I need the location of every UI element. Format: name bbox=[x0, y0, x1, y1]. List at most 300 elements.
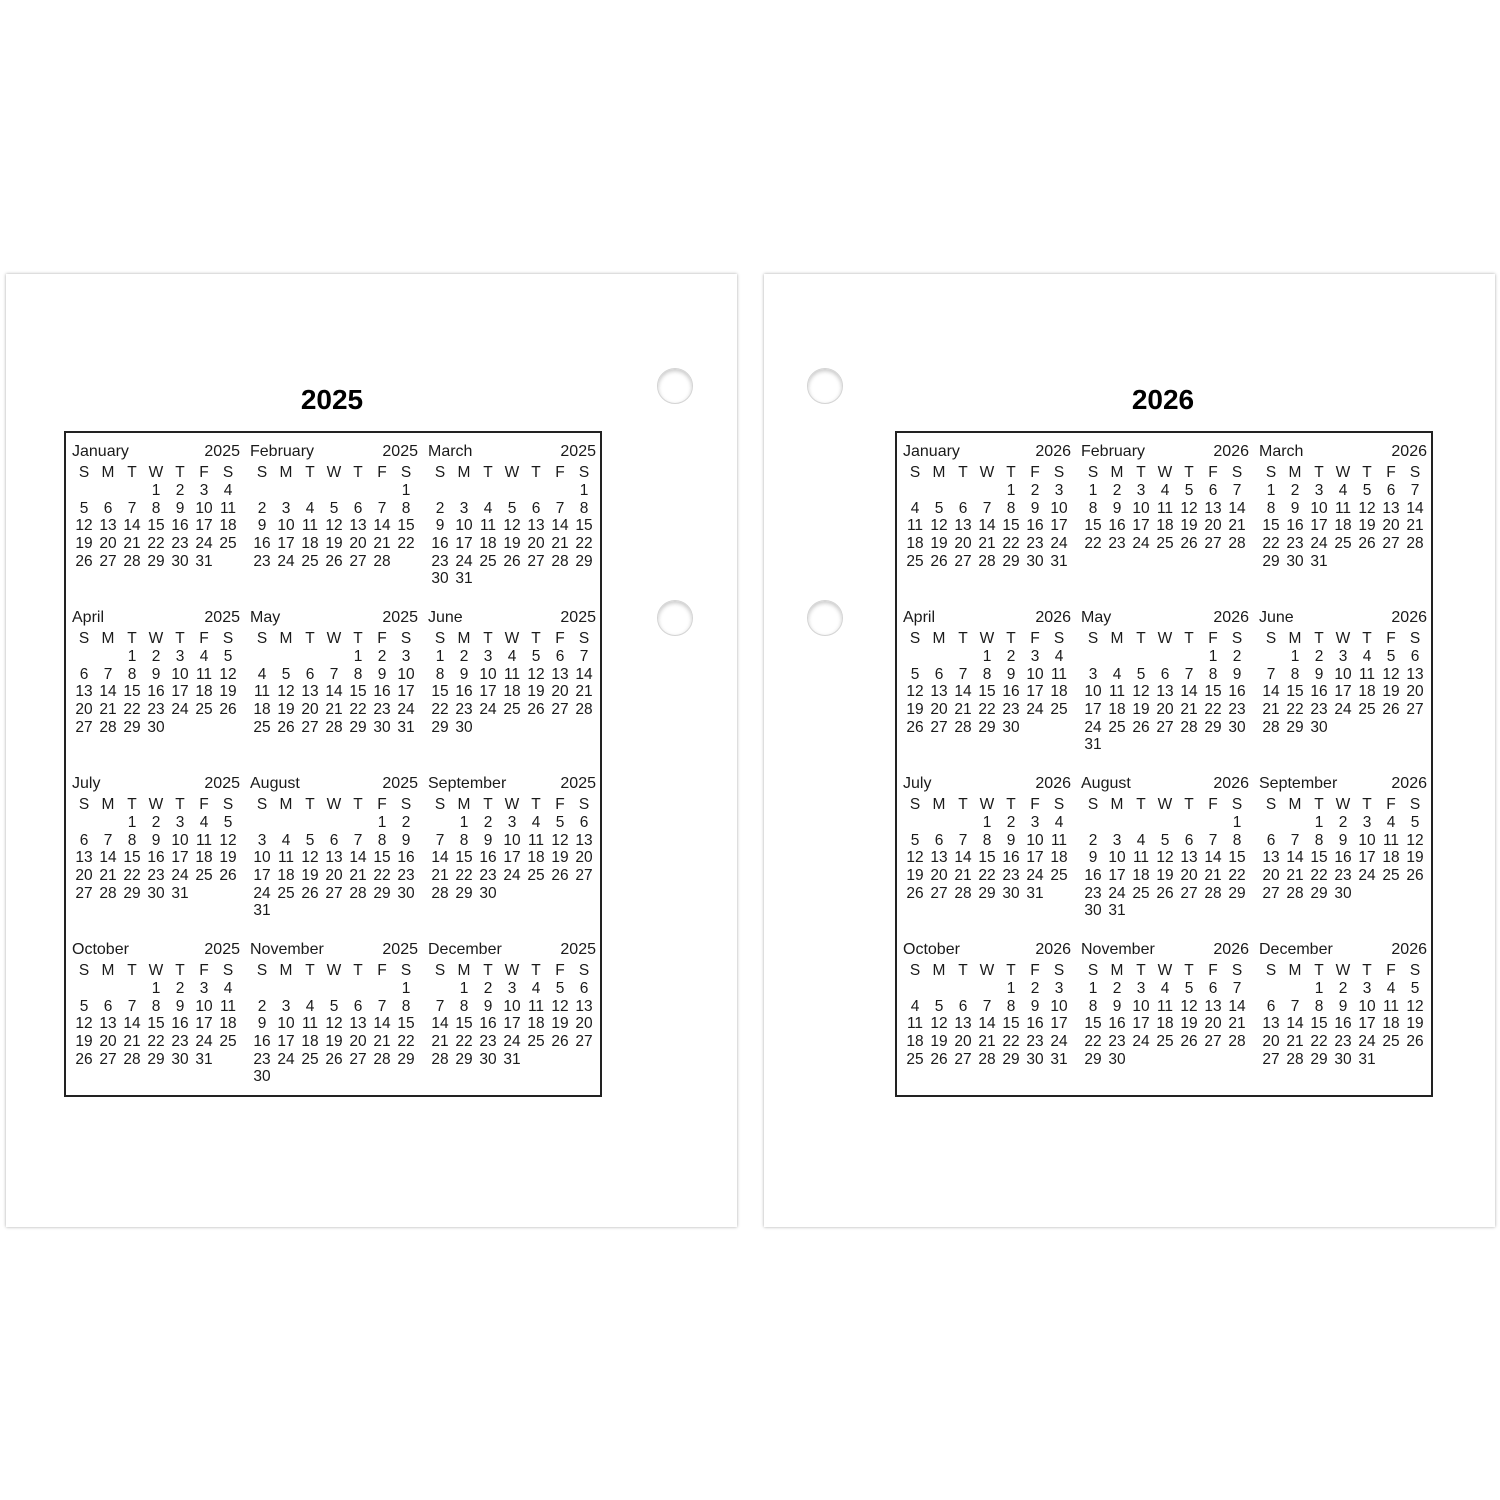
week-row bbox=[1081, 1051, 1249, 1069]
month-header bbox=[903, 443, 1071, 461]
day-cell: 1 bbox=[982, 814, 992, 831]
day-cell bbox=[1201, 814, 1225, 832]
weekday-header-row bbox=[903, 796, 1071, 814]
day-cell: 5 bbox=[329, 499, 339, 517]
day-cell: 10 bbox=[277, 517, 295, 535]
day-cell: 15 bbox=[1002, 517, 1020, 535]
weekday-label: S bbox=[1053, 796, 1065, 813]
week-row bbox=[250, 500, 418, 518]
day-cell: 23 bbox=[171, 535, 189, 553]
day-cell: 18 bbox=[253, 701, 271, 719]
weekday-label: T bbox=[127, 630, 137, 647]
weekday-label: F bbox=[1208, 796, 1218, 813]
day-cell: 2 bbox=[1232, 648, 1242, 665]
weekday-label: T bbox=[1136, 962, 1146, 979]
month-march bbox=[1259, 443, 1427, 609]
month-year: 2026 bbox=[1213, 443, 1249, 460]
day-cell: 8 bbox=[377, 831, 387, 849]
day-cell: 5 bbox=[507, 499, 517, 517]
weekday-label: T bbox=[353, 962, 363, 979]
day-cell: 11 bbox=[253, 683, 271, 701]
day-cell: 19 bbox=[906, 867, 924, 885]
week-row bbox=[903, 814, 1071, 832]
day-cell: 19 bbox=[277, 701, 295, 719]
day-cell: 20 bbox=[301, 701, 319, 719]
day-cell: 14 bbox=[373, 1015, 391, 1033]
day-cell: 1 bbox=[127, 814, 137, 831]
day-cell bbox=[250, 648, 274, 666]
day-cell: 30 bbox=[1002, 718, 1020, 736]
day-cell: 18 bbox=[503, 683, 521, 701]
day-cell: 31 bbox=[171, 884, 189, 902]
day-cell: 17 bbox=[195, 517, 213, 535]
weekday-label: T bbox=[127, 962, 137, 979]
month-name: April bbox=[72, 609, 105, 626]
weekday-label: W bbox=[148, 962, 164, 979]
day-cell: 15 bbox=[397, 1015, 415, 1033]
month-name: November bbox=[250, 941, 324, 958]
weekday-header-row bbox=[250, 464, 418, 482]
day-cell: 21 bbox=[325, 701, 343, 719]
day-cell: 25 bbox=[1156, 535, 1174, 553]
week-row bbox=[72, 535, 240, 553]
month-january bbox=[903, 443, 1071, 609]
day-cell bbox=[428, 482, 452, 500]
day-cell: 31 bbox=[1108, 902, 1126, 920]
day-cell: 4 bbox=[1054, 648, 1064, 665]
day-cell: 24 bbox=[1310, 535, 1328, 553]
weekday-label: W bbox=[1157, 962, 1173, 979]
day-cell: 10 bbox=[503, 831, 521, 849]
day-cell bbox=[298, 648, 322, 666]
month-header bbox=[250, 609, 418, 627]
weekday-header-row bbox=[72, 630, 240, 648]
day-cell: 3 bbox=[1314, 482, 1324, 499]
weekday-label: T bbox=[1006, 630, 1016, 647]
week-row bbox=[1259, 814, 1427, 832]
day-cell: 30 bbox=[1334, 1050, 1352, 1068]
day-cell: 31 bbox=[455, 570, 473, 588]
day-cell: 17 bbox=[1050, 1015, 1068, 1033]
day-cell: 20 bbox=[575, 849, 593, 867]
day-cell: 29 bbox=[123, 884, 141, 902]
week-row bbox=[1081, 535, 1249, 553]
day-cell: 14 bbox=[123, 1015, 141, 1033]
day-cell bbox=[274, 902, 298, 920]
weekday-label: T bbox=[531, 796, 541, 813]
day-cell: 23 bbox=[1084, 884, 1102, 902]
month-header bbox=[1081, 443, 1249, 461]
day-cell: 19 bbox=[1180, 517, 1198, 535]
day-cell: 27 bbox=[1406, 701, 1424, 719]
day-cell: 12 bbox=[301, 849, 319, 867]
weekday-label: S bbox=[578, 796, 590, 813]
weekday-label: T bbox=[531, 464, 541, 481]
day-cell: 8 bbox=[353, 665, 363, 683]
day-cell: 29 bbox=[455, 1050, 473, 1068]
week-row bbox=[428, 701, 596, 719]
weekday-label: F bbox=[1208, 962, 1218, 979]
week-row bbox=[250, 535, 418, 553]
day-cell: 16 bbox=[397, 849, 415, 867]
weekday-header-row bbox=[1259, 464, 1427, 482]
day-cell: 2 bbox=[1112, 980, 1122, 997]
binder-hole-icon bbox=[807, 368, 843, 404]
day-cell: 5 bbox=[555, 814, 565, 831]
month-header bbox=[903, 941, 1071, 959]
day-cell: 10 bbox=[1026, 831, 1044, 849]
day-cell: 28 bbox=[1286, 884, 1304, 902]
weekday-header-row bbox=[1259, 796, 1427, 814]
week-row bbox=[1081, 701, 1249, 719]
week-row bbox=[72, 1051, 240, 1069]
day-cell bbox=[903, 814, 927, 832]
day-cell: 15 bbox=[1002, 1015, 1020, 1033]
day-cell: 29 bbox=[123, 718, 141, 736]
day-cell: 18 bbox=[527, 1015, 545, 1033]
day-cell: 3 bbox=[1030, 814, 1040, 831]
day-cell: 23 bbox=[1286, 535, 1304, 553]
day-cell bbox=[951, 648, 975, 666]
day-cell: 17 bbox=[1334, 683, 1352, 701]
day-cell: 17 bbox=[1108, 867, 1126, 885]
month-year: 2025 bbox=[204, 941, 240, 958]
day-cell: 2 bbox=[175, 980, 185, 997]
day-cell: 6 bbox=[1208, 482, 1218, 499]
day-cell: 13 bbox=[99, 517, 117, 535]
day-cell: 7 bbox=[1208, 831, 1218, 849]
day-cell bbox=[1081, 814, 1105, 832]
week-row bbox=[428, 683, 596, 701]
month-october bbox=[903, 941, 1071, 1107]
day-cell: 5 bbox=[531, 648, 541, 665]
week-row bbox=[1081, 648, 1249, 666]
month-february bbox=[250, 443, 418, 609]
day-cell: 12 bbox=[219, 831, 237, 849]
day-cell: 18 bbox=[906, 535, 924, 553]
day-cell: 10 bbox=[253, 849, 271, 867]
week-row bbox=[428, 1033, 596, 1051]
month-name: September bbox=[428, 775, 507, 792]
day-cell: 17 bbox=[503, 1015, 521, 1033]
week-row bbox=[250, 1068, 418, 1086]
month-header bbox=[72, 941, 240, 959]
day-cell: 31 bbox=[1050, 1050, 1068, 1068]
weekday-label: T bbox=[531, 630, 541, 647]
day-cell: 3 bbox=[1054, 482, 1064, 499]
day-cell: 13 bbox=[1156, 683, 1174, 701]
day-cell: 4 bbox=[1112, 665, 1122, 683]
day-cell: 22 bbox=[978, 867, 996, 885]
day-cell: 28 bbox=[99, 718, 117, 736]
week-row bbox=[1259, 648, 1427, 666]
day-cell: 23 bbox=[147, 867, 165, 885]
day-cell bbox=[72, 648, 96, 666]
day-cell: 12 bbox=[325, 1015, 343, 1033]
day-cell: 19 bbox=[219, 683, 237, 701]
day-cell: 7 bbox=[377, 997, 387, 1015]
week-row bbox=[1081, 902, 1249, 920]
day-cell: 24 bbox=[1026, 701, 1044, 719]
day-cell: 2 bbox=[1006, 648, 1016, 665]
week-row bbox=[903, 867, 1071, 885]
week-row bbox=[72, 814, 240, 832]
day-cell bbox=[572, 885, 596, 903]
day-cell: 24 bbox=[1050, 535, 1068, 553]
day-cell: 7 bbox=[982, 997, 992, 1015]
week-row bbox=[72, 1015, 240, 1033]
day-cell: 3 bbox=[175, 814, 185, 831]
day-cell: 30 bbox=[455, 718, 473, 736]
day-cell: 22 bbox=[1310, 1033, 1328, 1051]
day-cell: 29 bbox=[1204, 718, 1222, 736]
weekday-label: M bbox=[457, 796, 471, 813]
day-cell: 28 bbox=[325, 718, 343, 736]
day-cell: 5 bbox=[79, 997, 89, 1015]
day-cell: 17 bbox=[1026, 849, 1044, 867]
weekday-label: S bbox=[1409, 630, 1421, 647]
day-cell: 5 bbox=[281, 665, 291, 683]
day-cell: 3 bbox=[1338, 648, 1348, 665]
day-cell: 8 bbox=[1290, 665, 1300, 683]
day-cell: 2 bbox=[1314, 648, 1324, 665]
weekday-label: T bbox=[305, 630, 315, 647]
day-cell: 27 bbox=[99, 552, 117, 570]
weekday-header-row bbox=[1081, 630, 1249, 648]
weekday-label: M bbox=[932, 796, 946, 813]
day-cell: 5 bbox=[223, 648, 233, 665]
month-year: 2026 bbox=[1213, 775, 1249, 792]
weekday-label: M bbox=[932, 962, 946, 979]
day-cell: 6 bbox=[353, 997, 363, 1015]
day-cell: 27 bbox=[575, 867, 593, 885]
day-cell: 21 bbox=[954, 701, 972, 719]
weekday-label: S bbox=[222, 630, 234, 647]
day-cell: 8 bbox=[982, 831, 992, 849]
day-cell: 31 bbox=[253, 902, 271, 920]
month-year: 2026 bbox=[1391, 609, 1427, 626]
day-cell: 22 bbox=[431, 701, 449, 719]
week-row bbox=[250, 814, 418, 832]
day-cell: 19 bbox=[1132, 701, 1150, 719]
month-year: 2026 bbox=[1391, 941, 1427, 958]
month-header bbox=[1259, 443, 1427, 461]
day-cell bbox=[1283, 980, 1307, 998]
day-cell: 1 bbox=[127, 648, 137, 665]
day-cell bbox=[1047, 719, 1071, 737]
day-cell: 15 bbox=[1084, 1015, 1102, 1033]
weekday-label: W bbox=[148, 630, 164, 647]
weekday-label: T bbox=[353, 464, 363, 481]
day-cell: 1 bbox=[1006, 482, 1016, 499]
weekday-label: T bbox=[1184, 464, 1194, 481]
weekday-label: F bbox=[1386, 962, 1396, 979]
day-cell: 5 bbox=[305, 831, 315, 849]
day-cell: 12 bbox=[906, 849, 924, 867]
week-row bbox=[250, 1051, 418, 1069]
day-cell bbox=[548, 719, 572, 737]
day-cell: 4 bbox=[910, 499, 920, 517]
day-cell: 1 bbox=[1232, 814, 1242, 831]
day-cell bbox=[548, 570, 572, 588]
day-cell: 13 bbox=[551, 665, 569, 683]
week-row bbox=[903, 1015, 1071, 1033]
week-row bbox=[1081, 517, 1249, 535]
day-cell: 7 bbox=[377, 499, 387, 517]
weekday-label: S bbox=[1265, 630, 1277, 647]
month-header bbox=[428, 941, 596, 959]
day-cell: 10 bbox=[1050, 499, 1068, 517]
week-row bbox=[1259, 849, 1427, 867]
day-cell: 29 bbox=[1262, 552, 1280, 570]
day-cell: 23 bbox=[1002, 701, 1020, 719]
day-cell: 9 bbox=[483, 997, 493, 1015]
weekday-label: F bbox=[377, 464, 387, 481]
day-cell: 7 bbox=[1232, 482, 1242, 499]
day-cell: 21 bbox=[1286, 867, 1304, 885]
weekday-label: S bbox=[1409, 464, 1421, 481]
day-cell: 21 bbox=[99, 867, 117, 885]
day-cell: 7 bbox=[958, 665, 968, 683]
day-cell: 3 bbox=[1362, 980, 1372, 997]
day-cell: 26 bbox=[75, 552, 93, 570]
day-cell: 5 bbox=[910, 665, 920, 683]
day-cell: 14 bbox=[325, 683, 343, 701]
weekday-label: T bbox=[353, 796, 363, 813]
day-cell: 13 bbox=[930, 849, 948, 867]
weekday-label: T bbox=[1136, 630, 1146, 647]
weekday-label: S bbox=[222, 796, 234, 813]
day-cell: 10 bbox=[195, 997, 213, 1015]
day-cell: 1 bbox=[982, 648, 992, 665]
day-cell bbox=[572, 1051, 596, 1069]
month-header bbox=[1081, 609, 1249, 627]
day-cell: 10 bbox=[1358, 997, 1376, 1015]
day-cell: 21 bbox=[1180, 701, 1198, 719]
day-cell: 5 bbox=[1184, 482, 1194, 499]
day-cell: 17 bbox=[277, 1033, 295, 1051]
weekday-label: S bbox=[1231, 796, 1243, 813]
day-cell: 1 bbox=[435, 648, 445, 665]
day-cell: 8 bbox=[127, 665, 137, 683]
day-cell: 20 bbox=[325, 867, 343, 885]
day-cell: 22 bbox=[1310, 867, 1328, 885]
weekday-header-row bbox=[250, 962, 418, 980]
week-row bbox=[72, 648, 240, 666]
week-row bbox=[1081, 885, 1249, 903]
day-cell: 24 bbox=[171, 701, 189, 719]
day-cell: 11 bbox=[195, 665, 213, 683]
day-cell: 14 bbox=[1286, 1015, 1304, 1033]
day-cell: 2 bbox=[151, 648, 161, 665]
day-cell: 13 bbox=[527, 517, 545, 535]
week-row bbox=[250, 1033, 418, 1051]
day-cell: 4 bbox=[531, 814, 541, 831]
day-cell: 18 bbox=[1050, 849, 1068, 867]
day-cell: 27 bbox=[1382, 535, 1400, 553]
day-cell: 23 bbox=[1026, 535, 1044, 553]
week-row bbox=[903, 849, 1071, 867]
day-cell: 9 bbox=[377, 665, 387, 683]
weekday-label: M bbox=[101, 796, 115, 813]
day-cell: 15 bbox=[1310, 1015, 1328, 1033]
day-cell: 29 bbox=[455, 884, 473, 902]
day-cell: 24 bbox=[277, 1050, 295, 1068]
day-cell: 3 bbox=[199, 482, 209, 499]
day-cell bbox=[322, 814, 346, 832]
weekday-label: S bbox=[400, 464, 412, 481]
day-cell bbox=[1283, 814, 1307, 832]
day-cell: 14 bbox=[575, 665, 593, 683]
day-cell: 13 bbox=[1180, 849, 1198, 867]
week-row bbox=[1259, 517, 1427, 535]
week-row bbox=[72, 553, 240, 571]
day-cell: 7 bbox=[958, 831, 968, 849]
weekday-label: T bbox=[1006, 796, 1016, 813]
weekday-label: S bbox=[434, 962, 446, 979]
month-header bbox=[428, 775, 596, 793]
day-cell: 14 bbox=[978, 517, 996, 535]
day-cell: 2 bbox=[483, 980, 493, 997]
day-cell: 25 bbox=[1382, 867, 1400, 885]
day-cell: 2 bbox=[151, 814, 161, 831]
day-cell: 1 bbox=[459, 814, 469, 831]
day-cell: 9 bbox=[459, 665, 469, 683]
week-row bbox=[72, 832, 240, 850]
day-cell: 8 bbox=[401, 997, 411, 1015]
day-cell: 23 bbox=[147, 701, 165, 719]
day-cell: 25 bbox=[503, 701, 521, 719]
weekday-label: W bbox=[326, 464, 342, 481]
day-cell: 27 bbox=[575, 1033, 593, 1051]
day-cell: 24 bbox=[171, 867, 189, 885]
day-cell: 24 bbox=[1132, 1033, 1150, 1051]
weekday-label: T bbox=[127, 464, 137, 481]
weekday-label: M bbox=[101, 962, 115, 979]
day-cell bbox=[1105, 736, 1129, 754]
day-cell bbox=[1201, 736, 1225, 754]
day-cell: 25 bbox=[1156, 1033, 1174, 1051]
day-cell: 30 bbox=[147, 718, 165, 736]
day-cell: 25 bbox=[219, 535, 237, 553]
weekday-label: W bbox=[148, 464, 164, 481]
day-cell: 8 bbox=[435, 665, 445, 683]
day-cell: 7 bbox=[103, 831, 113, 849]
day-cell: 13 bbox=[1382, 499, 1400, 517]
day-cell: 7 bbox=[1410, 482, 1420, 499]
day-cell: 25 bbox=[1108, 718, 1126, 736]
day-cell: 21 bbox=[431, 1033, 449, 1051]
weekday-label: S bbox=[78, 796, 90, 813]
day-cell: 31 bbox=[503, 1050, 521, 1068]
day-cell bbox=[1177, 736, 1201, 754]
day-cell: 14 bbox=[431, 1015, 449, 1033]
day-cell bbox=[250, 814, 274, 832]
day-cell: 13 bbox=[930, 683, 948, 701]
day-cell: 10 bbox=[1084, 683, 1102, 701]
month-name: December bbox=[1259, 941, 1333, 958]
day-cell: 14 bbox=[349, 849, 367, 867]
day-cell: 9 bbox=[1232, 665, 1242, 683]
day-cell: 26 bbox=[551, 867, 569, 885]
day-cell: 13 bbox=[1262, 849, 1280, 867]
day-cell: 22 bbox=[1002, 535, 1020, 553]
day-cell: 25 bbox=[527, 867, 545, 885]
day-cell: 23 bbox=[1228, 701, 1246, 719]
month-june bbox=[1259, 609, 1427, 775]
month-header bbox=[72, 443, 240, 461]
week-row bbox=[428, 814, 596, 832]
